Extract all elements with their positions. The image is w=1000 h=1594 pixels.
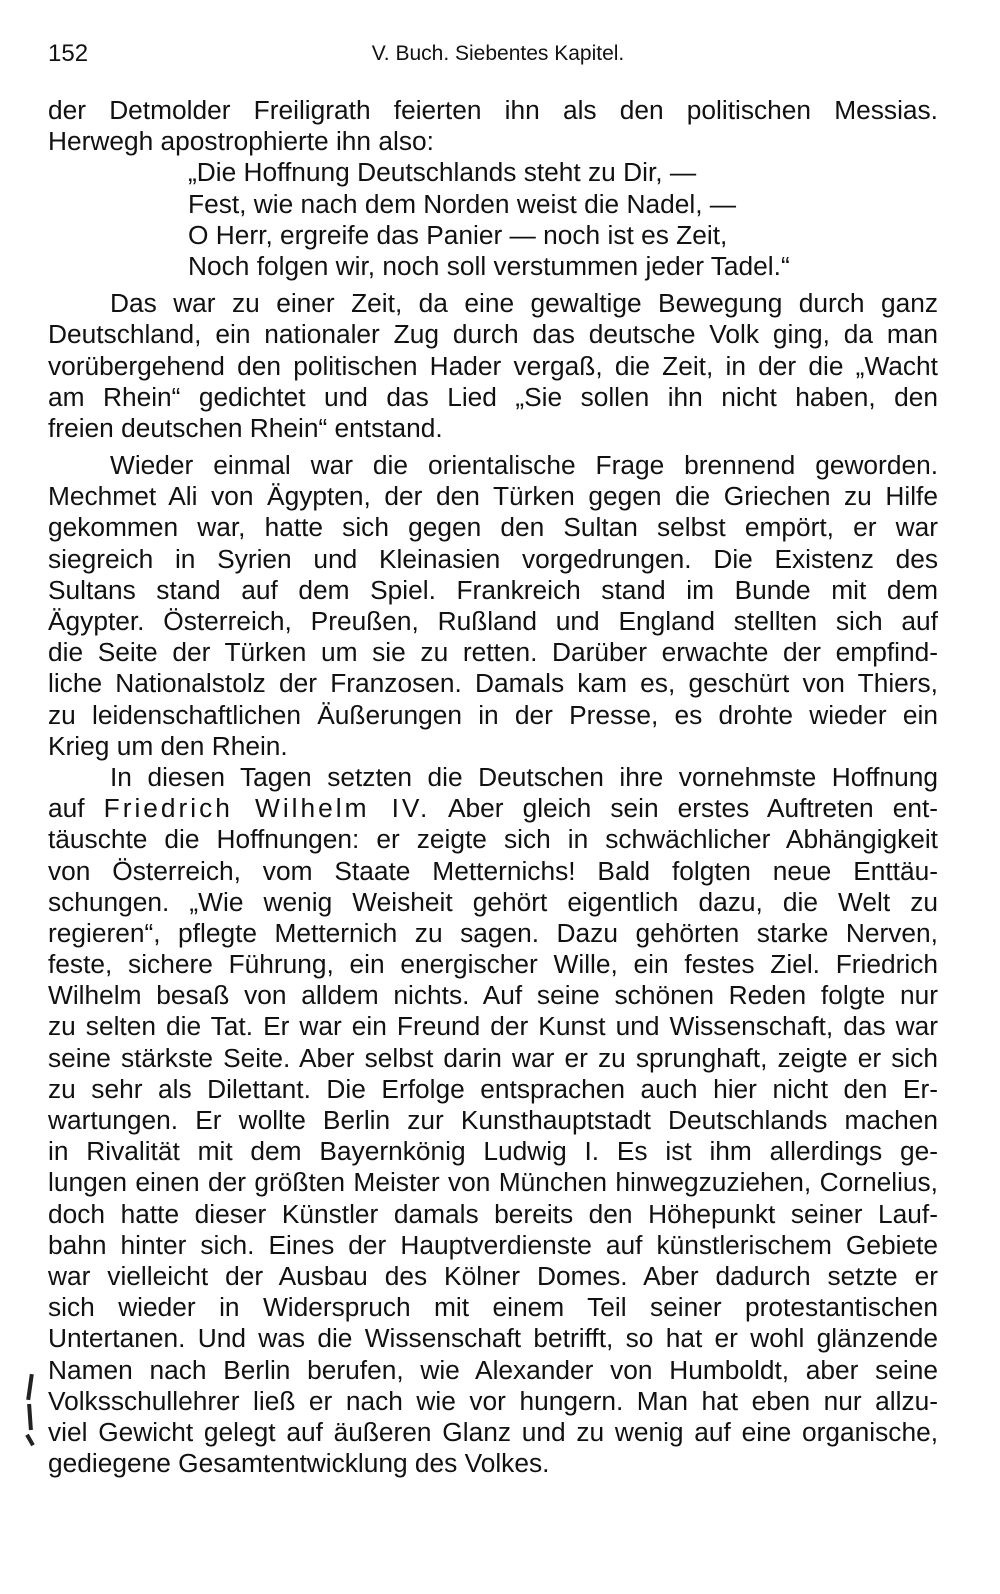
text-line: gediegene Gesamtentwicklung des Volkes.: [48, 1448, 550, 1479]
text-line: sich wieder in Widerspruch mit einem Teil seiner protestantischen: [48, 1292, 938, 1323]
text-line: Wilhelm besaß von alldem nichts. Auf seine schönen Reden folgte nur: [48, 980, 938, 1011]
text-line: feste, sichere Führung, ein energischer Wille, ein festes Ziel. Friedrich: [48, 949, 938, 980]
text-line: täuschte die Hoffnungen: er zeigte sich in schwächlicher Abhängigkeit: [48, 824, 938, 855]
text-line: seine stärkste Seite. Aber selbst darin war er zu sprunghaft, zeigte er sich: [48, 1042, 938, 1073]
margin-pencil-mark: [27, 1404, 33, 1430]
text-line: wartungen. Er wollte Berlin zur Kunsthauptstadt Deutschlands machen: [48, 1105, 938, 1135]
text-line: Sultans stand auf dem Spiel. Frankreich stand im Bunde mit dem: [48, 574, 938, 605]
text-line: doch hatte dieser Künstler damals bereits den Höhepunkt seiner Lauf-: [48, 1198, 938, 1229]
body-text: [48, 95, 938, 1479]
text-line: Untertanen. Und was die Wissenschaft betrifft, so hat er wohl glänzende: [48, 1323, 938, 1354]
margin-pencil-mark: [26, 1374, 34, 1400]
text-line: siegreich in Syrien und Kleinasien vorgedrungen. Die Existenz des: [48, 543, 938, 574]
text-line: bahn hinter sich. Eines der Hauptverdienste auf künstlerischem Gebiete: [48, 1229, 938, 1260]
text-line: liche Nationalstolz der Franzosen. Damals kam es, geschürt von Thiers,: [48, 668, 938, 699]
emphasized-name: Friedrich Wilhelm IV.: [103, 793, 431, 824]
page-header: [48, 40, 938, 72]
text-line: Mechmet Ali von Ägypten, der den Türken gegen die Griechen zu Hilfe: [48, 481, 938, 512]
text-line: zu selten die Tat. Er war ein Freund der Kunst und Wissenschaft, das war: [48, 1011, 938, 1042]
text-line: vorübergehend den politischen Hader vergaß, die Zeit, in der die „Wacht: [48, 350, 938, 381]
text-line: lungen einen der größten Meister von München hinwegzuziehen, Cornelius,: [48, 1167, 938, 1198]
text-line: gekommen war, hatte sich gegen den Sultan selbst empört, er war: [48, 512, 938, 543]
text-line: zu leidenschaftlichen Äußerungen in der Presse, es drohte wieder ein: [48, 699, 938, 730]
text-line: schungen. „Wie wenig Weisheit gehört eigentlich dazu, die Welt zu: [48, 886, 938, 917]
margin-pencil-mark: [25, 1434, 34, 1446]
text-line: in Rivalität mit dem Bayernkönig Ludwig I. Es ist ihm allerdings ge-: [48, 1136, 938, 1167]
text-line: freien deutschen Rhein“ entstand.: [48, 412, 443, 443]
text-line: die Seite der Türken um sie zu retten. Darüber erwachte der empfind-: [48, 637, 938, 668]
text-line: Krieg um den Rhein.: [48, 730, 288, 761]
text-line: der Detmolder Freiligrath feierten ihn als den politischen Messias.: [48, 95, 938, 125]
text-line: von Österreich, vom Staate Metternichs! Bald folgten neue Enttäu-: [48, 855, 938, 886]
running-head: V. Buch. Siebentes Kapitel.: [371, 42, 625, 65]
text-line: Namen nach Berlin berufen, wie Alexander von Humboldt, aber seine: [48, 1354, 938, 1385]
text-line: Das war zu einer Zeit, da eine gewaltige Bewegung durch ganz: [110, 288, 938, 319]
text-line: Herwegh apostrophierte ihn also:: [48, 126, 434, 157]
text-fragment: Aber gleich sein erstes Auftreten ent-: [447, 793, 938, 824]
page-number: 152: [48, 40, 89, 67]
text-fragment: auf: [48, 793, 85, 824]
verse-line: Noch folgen wir, noch soll verstummen jeder Tadel.“: [188, 250, 790, 281]
text-line: Deutschland, ein nationaler Zug durch das deutsche Volk ging, da man: [48, 319, 938, 350]
text-line: In diesen Tagen setzten die Deutschen ihre vornehmste Hoffnung: [110, 761, 938, 792]
text-line: [48, 793, 938, 824]
text-line: Volksschullehrer ließ er nach wie vor hungern. Man hat eben nur allzu-: [48, 1385, 938, 1416]
verse-line: „Die Hoffnung Deutschlands steht zu Dir, —: [188, 157, 697, 188]
verse-line: Fest, wie nach dem Norden weist die Nadel, —: [188, 188, 737, 219]
text-line: regieren“, pflegte Metternich zu sagen. Dazu gehörten starke Nerven,: [48, 917, 938, 948]
text-line: war vielleicht der Ausbau des Kölner Domes. Aber dadurch setzte er: [48, 1260, 938, 1291]
text-line: am Rhein“ gedichtet und das Lied „Sie sollen ihn nicht haben, den: [48, 381, 938, 412]
text-line: Wieder einmal war die orientalische Frage brennend geworden.: [110, 450, 938, 481]
verse-line: O Herr, ergreife das Panier — noch ist es Zeit,: [188, 219, 728, 250]
text-line: zu sehr als Dilettant. Die Erfolge entsprachen auch hier nicht den Er-: [48, 1073, 938, 1104]
text-line: Ägypter. Österreich, Preußen, Rußland und England stellten sich auf: [48, 606, 938, 636]
text-line: viel Gewicht gelegt auf äußeren Glanz und zu wenig auf eine organische,: [48, 1416, 938, 1447]
